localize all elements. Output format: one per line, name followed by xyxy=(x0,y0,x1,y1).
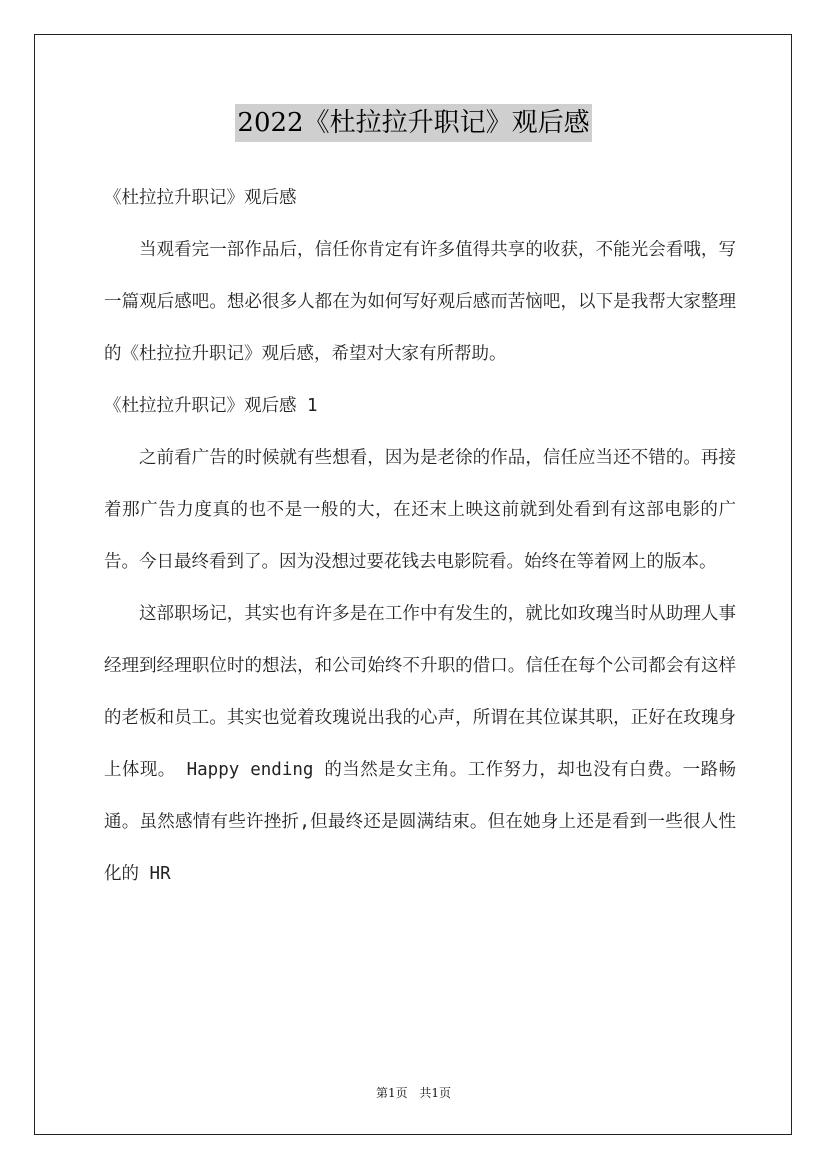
paragraph-body-2: 这部职场记，其实也有许多是在工作中有发生的，就比如玫瑰当时从助理人事经理到经理职位时的想法，和公司始终不升职的借口。信任在每个公司都会有这样的老板和员工。其实也觉着玫瑰说出我的心声，所谓在其位谋其职，正好在玫瑰身上体现。 Happy ending 的当然是女主角。工作努力，却也没有白费。一路畅通。虽然感情有些许挫折,但最终还是圆满结束。但在她身上还是看到一些很人性化的 HR xyxy=(104,604,736,884)
page-footer xyxy=(0,1084,827,1101)
paragraph-heading: 《杜拉拉升职记》观后感 xyxy=(104,188,297,208)
page-total: 共1页 xyxy=(419,1086,452,1100)
paragraph-intro: 当观看完一部作品后，信任你肯定有许多值得共享的收获，不能光会看哦，写一篇观后感吧。想必很多人都在为如何写好观后感而苦恼吧，以下是我帮大家整理的《杜拉拉升职记》观后感，希望对大家有所帮助。 xyxy=(104,240,736,364)
paragraph-body-1: 之前看广告的时候就有些想看，因为是老徐的作品，信任应当还不错的。再接着那广告力度真的也不是一般的大，在还末上映这前就到处看到有这部电影的广告。今日最终看到了。因为没想过要花钱去电影院看。始终在等着网上的版本。 xyxy=(104,448,736,572)
document-title: 2022《杜拉拉升职记》观后感 xyxy=(235,104,591,142)
page-number: 第1页 xyxy=(375,1086,408,1100)
document-body xyxy=(104,172,736,900)
paragraph-section-heading: 《杜拉拉升职记》观后感 1 xyxy=(104,396,318,416)
title-container xyxy=(0,104,827,142)
